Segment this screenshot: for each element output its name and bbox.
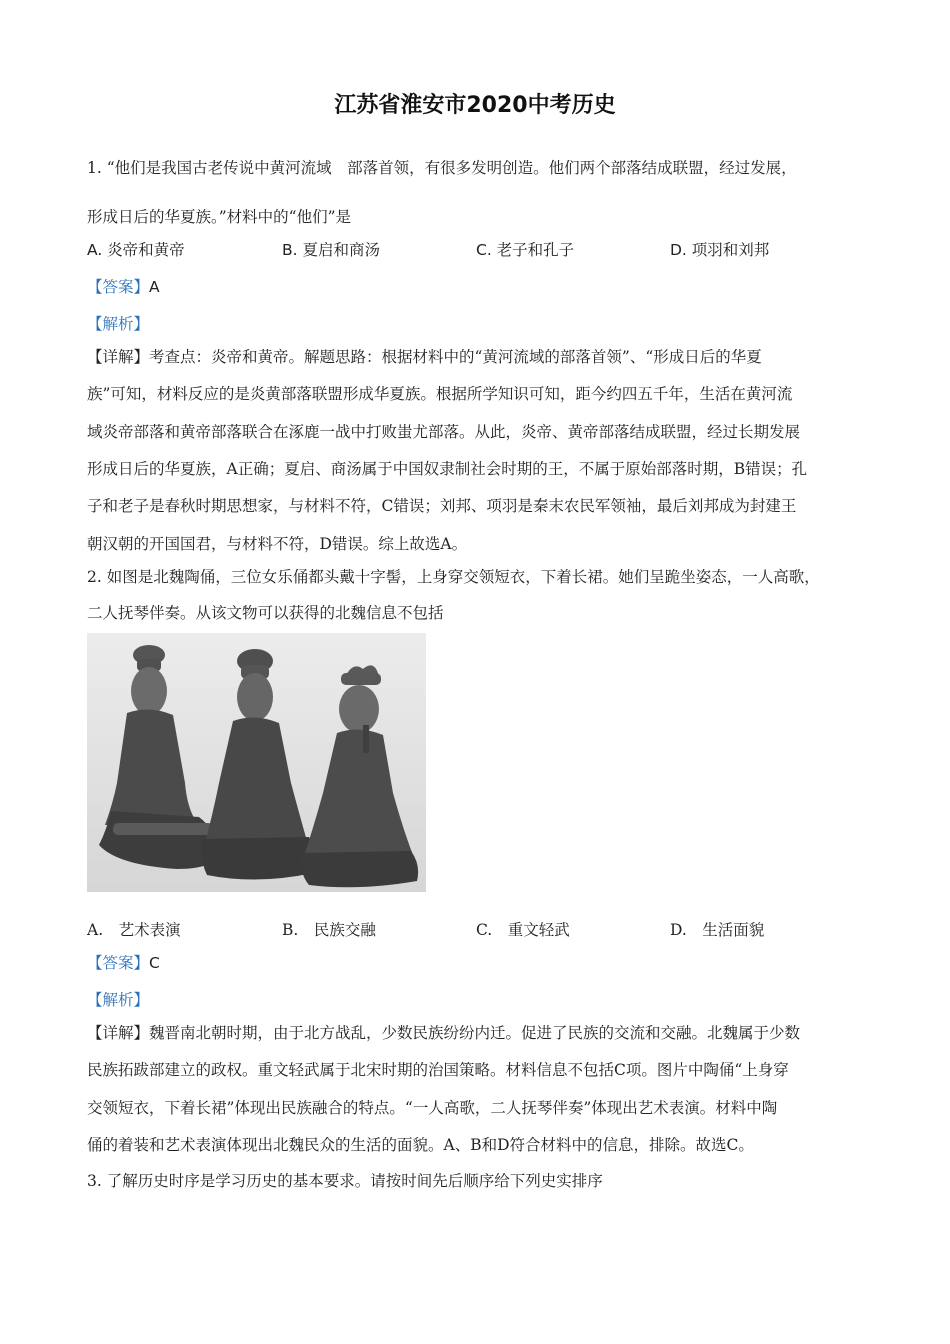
q2-option-a: A. 艺术表演: [87, 921, 181, 939]
q1-option-a: A. 炎帝和黄帝: [87, 241, 185, 259]
q1-option-d: D. 项羽和刘邦: [670, 241, 770, 259]
q2-stem-line-1: 2. 如图是北魏陶俑，三位女乐俑都头戴十字髻，上身穿交领短衣，下着长裙。她们呈跪坐姿态，一人高歌，: [87, 568, 820, 586]
q2-detail-line-1: 【详解】魏晋南北朝时期，由于北方战乱，少数民族纷纷内迁。促进了民族的交流和交融。北魏属于少数: [87, 1024, 801, 1042]
q2-answer-value: C: [149, 954, 160, 972]
q2-detail-line-2: 民族拓跋部建立的政权。重文轻武属于北宋时期的治国策略。材料信息不包括C项。图片中陶俑“上身穿: [87, 1061, 789, 1079]
q2-option-b: B. 民族交融: [282, 921, 376, 939]
q1-detail-line-4: 形成日后的华夏族，A正确；夏启、商汤属于中国奴隶制社会时期的王，不属于原始部落时期，B错误；孔: [87, 460, 808, 478]
q2-stem-line-2: 二人抚琴伴奏。从该文物可以获得的北魏信息不包括: [87, 604, 444, 622]
q1-detail-line-2: 族”可知，材料反应的是炎黄部落联盟形成华夏族。根据所学知识可知，距今约四五千年，生活在黄河流: [87, 385, 793, 403]
q1-option-b: B. 夏启和商汤: [282, 241, 380, 259]
q1-stem-line-1: 1. “他们是我国古老传说中黄河流域 部落首领，有很多发明创造。他们两个部落结成联盟，经过发展，: [87, 159, 797, 177]
q2-option-c: C. 重文轻武: [476, 921, 570, 939]
q2-detail-line-3: 交领短衣，下着长裙”体现出民族融合的特点。“一人高歌，二人抚琴伴奏”体现出艺术表演。材料中陶: [87, 1099, 778, 1117]
q1-detail-line-6: 朝汉朝的开国国君，与材料不符，D错误。综上故选A。: [87, 535, 468, 553]
q1-options: [0, 238, 950, 260]
q1-analysis-tag: 【解析】: [87, 315, 150, 333]
q1-detail-line-3: 域炎帝部落和黄帝部落联合在涿鹿一战中打败蚩尤部落。从此，炎帝、黄帝部落结成联盟，经过长期发展: [87, 423, 801, 441]
q3-stem-line-1: 3. 了解历史时序是学习历史的基本要求。请按时间先后顺序给下列史实排序: [87, 1172, 603, 1190]
q1-option-c: C. 老子和孔子: [476, 241, 575, 259]
q2-option-d: D. 生活面貌: [670, 921, 765, 939]
q2-answer: [87, 951, 160, 973]
q1-detail-line-1: 【详解】考查点：炎帝和黄帝。解题思路：根据材料中的“黄河流域的部落首领”、“形成日后的华夏: [87, 348, 762, 366]
q2-options: [0, 918, 950, 940]
q1-stem-line-2: 形成日后的华夏族。”材料中的“他们”是: [87, 208, 352, 226]
figurines-illustration: [87, 633, 426, 892]
q1-detail-line-5: 子和老子是春秋时期思想家，与材料不符，C错误；刘邦、项羽是秦末农民军领袖，最后刘邦成为封建王: [87, 497, 797, 515]
page-title: 江苏省淮安市2020中考历史: [334, 93, 616, 118]
q1-answer-tag: 【答案】: [87, 278, 150, 296]
q2-answer-tag: 【答案】: [87, 954, 150, 972]
q2-detail-line-4: 俑的着装和艺术表演体现出北魏民众的生活的面貌。A、B和D符合材料中的信息，排除。故选C。: [87, 1136, 754, 1154]
q1-answer: [87, 275, 160, 297]
q2-analysis-tag: 【解析】: [87, 991, 150, 1009]
q1-answer-value: A: [149, 278, 160, 296]
pottery-figurines-image: [87, 633, 426, 892]
